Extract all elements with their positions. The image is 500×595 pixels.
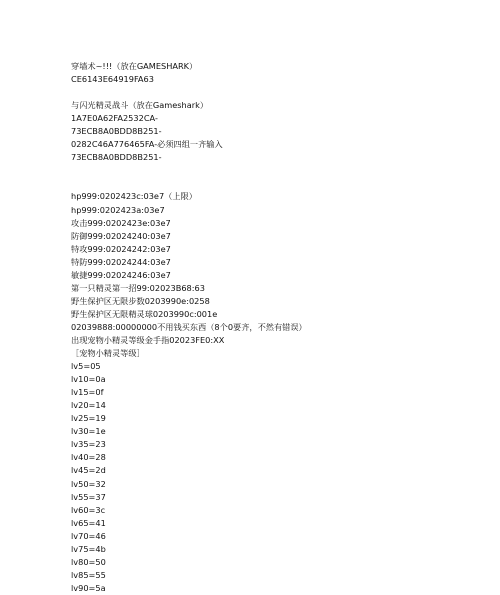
text-line: lv15=0f (71, 387, 104, 398)
text-line: 0282C46A776465FA-必须四组一齐输入 (71, 139, 223, 150)
text-line: lv45=2d (71, 465, 106, 476)
text-line: 特防999:02024244:03e7 (71, 256, 171, 267)
text-line: hp999:0202423a:03e7 (71, 204, 165, 215)
text-line: lv5=05 (71, 361, 101, 372)
text-line: lv80=50 (71, 556, 106, 567)
text-line: 第一只精灵第一招99:02023B68:63 (71, 282, 205, 293)
text-line: 73ECB8A0BDD8B251- (71, 126, 162, 137)
document-body (71, 60, 491, 595)
blank-line (71, 86, 491, 99)
text-line: lv55=37 (71, 491, 106, 502)
text-line: 73ECB8A0BDD8B251- (71, 152, 162, 163)
text-line: lv90=5a (71, 582, 106, 593)
text-line: lv75=4b (71, 543, 106, 554)
text-line: 防御999:02024240:03e7 (71, 230, 171, 241)
text-line: 特攻999:02024242:03e7 (71, 243, 171, 254)
text-line: 野生保护区无限步数0203990e:0258 (71, 295, 210, 306)
text-line: lv60=3c (71, 504, 106, 515)
text-line: 与闪光精灵战斗（放在Gameshark） (71, 100, 209, 111)
text-line: lv50=32 (71, 478, 106, 489)
text-line: ［宠物小精灵等级］ (71, 348, 145, 359)
text-line: lv20=14 (71, 400, 106, 411)
text-line: hp999:0202423c:03e7（上限） (71, 191, 197, 202)
text-line: lv65=41 (71, 517, 106, 528)
text-line: 敏捷999:02024246:03e7 (71, 269, 171, 280)
text-line: 穿墙术~!!!（放在GAMESHARK） (71, 61, 198, 71)
text-line: lv35=23 (71, 439, 106, 450)
blank-line (71, 177, 491, 190)
text-line: 02039888:00000000不用钱买东西（8个0要齐，不然有错误） (71, 321, 307, 332)
text-line: 出现宠物小精灵等级金手指02023FE0:XX (71, 334, 225, 345)
text-line: CE6143E64919FA63 (71, 74, 154, 85)
text-line: 1A7E0A62FA2532CA- (71, 113, 158, 124)
text-line: lv40=28 (71, 452, 106, 463)
text-line: lv30=1e (71, 426, 106, 437)
text-line: lv85=55 (71, 569, 106, 580)
text-line: 攻击999:0202423e:03e7 (71, 217, 171, 228)
text-line: lv10=0a (71, 374, 106, 385)
blank-line (71, 164, 491, 177)
text-line: lv70=46 (71, 530, 106, 541)
text-line: 野生保护区无限精灵球0203990c:001e (71, 308, 218, 319)
text-line: lv25=19 (71, 413, 106, 424)
